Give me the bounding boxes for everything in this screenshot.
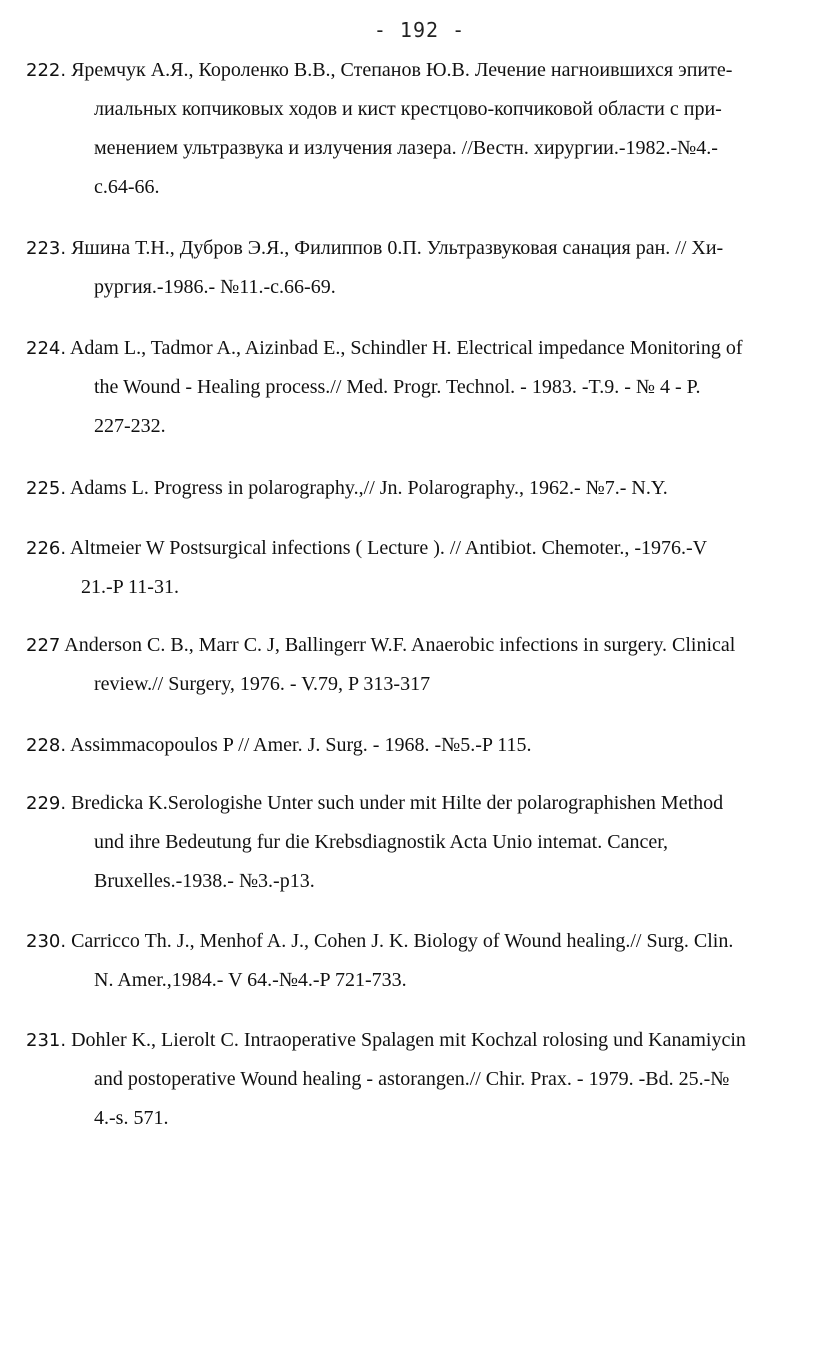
reference-first-line [26, 1027, 816, 1066]
reference-first-line [26, 535, 816, 574]
reference-text: Carricco Th. J., Menhof A. J., Cohen J. K. Biology of Wound healing.// Surg. Clin. [71, 930, 734, 952]
reference-item [26, 790, 816, 907]
reference-item [26, 235, 816, 313]
reference-number: 230. [26, 931, 67, 952]
reference-text: 4.-s. 571. [94, 1107, 169, 1129]
reference-item [26, 57, 816, 213]
reference-first-line [26, 632, 816, 671]
reference-text: N. Amer.,1984.- V 64.-№4.-P 721-733. [94, 969, 407, 991]
reference-item [26, 475, 816, 514]
reference-text: Dohler K., Lierolt C. Intraoperative Spalagen mit Kochzal rolosing und Kanamiycin [71, 1029, 746, 1051]
reference-number: 226. [26, 538, 67, 559]
reference-text: Adams L. Progress in polarography.,// Jn. Polarography., 1962.- №7.- N.Y. [69, 477, 668, 499]
reference-number: 231. [26, 1030, 67, 1051]
reference-text: Яшина Т.Н., Дубров Э.Я., Филиппов 0.П. Ультразвуковая санация ран. // Хи- [71, 237, 724, 259]
reference-first-line [26, 475, 816, 514]
reference-text: Anderson C. B., Marr C. J, Ballingerr W.F. Anaerobic infections in surgery. Clinical [64, 634, 736, 656]
reference-item [26, 335, 816, 452]
reference-item [26, 1027, 816, 1144]
reference-text: Altmeier W Postsurgical infections ( Lecture ). // Antibiot. Chemoter., -1976.-V [69, 537, 708, 559]
reference-first-line [26, 235, 816, 274]
reference-item [26, 535, 816, 613]
reference-number: 225. [26, 478, 67, 499]
reference-item [26, 928, 816, 1006]
reference-item [26, 632, 816, 710]
reference-number: 224. [26, 338, 67, 359]
reference-text: 21.-P 11-31. [81, 576, 179, 598]
reference-text: Bruxelles.-1938.- №3.-p13. [94, 870, 315, 892]
reference-number: 222. [26, 60, 67, 81]
reference-number: 223. [26, 238, 67, 259]
reference-text: Adam L., Tadmor A., Aizinbad E., Schindler H. Electrical impedance Monitoring of [69, 337, 743, 359]
reference-text: 227-232. [94, 415, 166, 437]
reference-text: Bredicka K.Serologishe Unter such under mit Hilte der polarographishen Method [71, 792, 724, 814]
reference-first-line [26, 57, 816, 96]
reference-number: 229. [26, 793, 67, 814]
reference-first-line [26, 790, 816, 829]
reference-text: review.// Surgery, 1976. - V.79, P 313-317 [94, 673, 431, 695]
reference-item [26, 732, 816, 771]
reference-number: 227 [26, 635, 61, 656]
reference-first-line [26, 335, 816, 374]
reference-text: and postoperative Wound healing - astorangen.// Chir. Prax. - 1979. -Bd. 25.-№ [94, 1068, 730, 1090]
page-number: - 192 - [373, 18, 466, 42]
reference-text: лиальных копчиковых ходов и кист крестцово-копчиковой области с при- [94, 98, 722, 120]
reference-text: с.64-66. [94, 176, 160, 198]
reference-text: Assimmacopoulos P // Amer. J. Surg. - 1968. -№5.-P 115. [69, 734, 532, 756]
reference-first-line [26, 732, 816, 771]
reference-text: the Wound - Healing process.// Med. Progr. Technol. - 1983. -T.9. - № 4 - P. [94, 376, 701, 398]
reference-first-line [26, 928, 816, 967]
reference-text: und ihre Bedeutung fur die Krebsdiagnostik Acta Unio intemat. Cancer, [94, 831, 669, 853]
reference-text: менением ультразвука и излучения лазера. //Вестн. хирургии.-1982.-№4.- [94, 137, 718, 159]
reference-number: 228. [26, 735, 67, 756]
reference-text: Яремчук А.Я., Короленко В.В., Степанов Ю.В. Лечение нагноившихся эпите- [71, 59, 733, 81]
reference-text: рургия.-1986.- №11.-с.66-69. [94, 276, 336, 298]
